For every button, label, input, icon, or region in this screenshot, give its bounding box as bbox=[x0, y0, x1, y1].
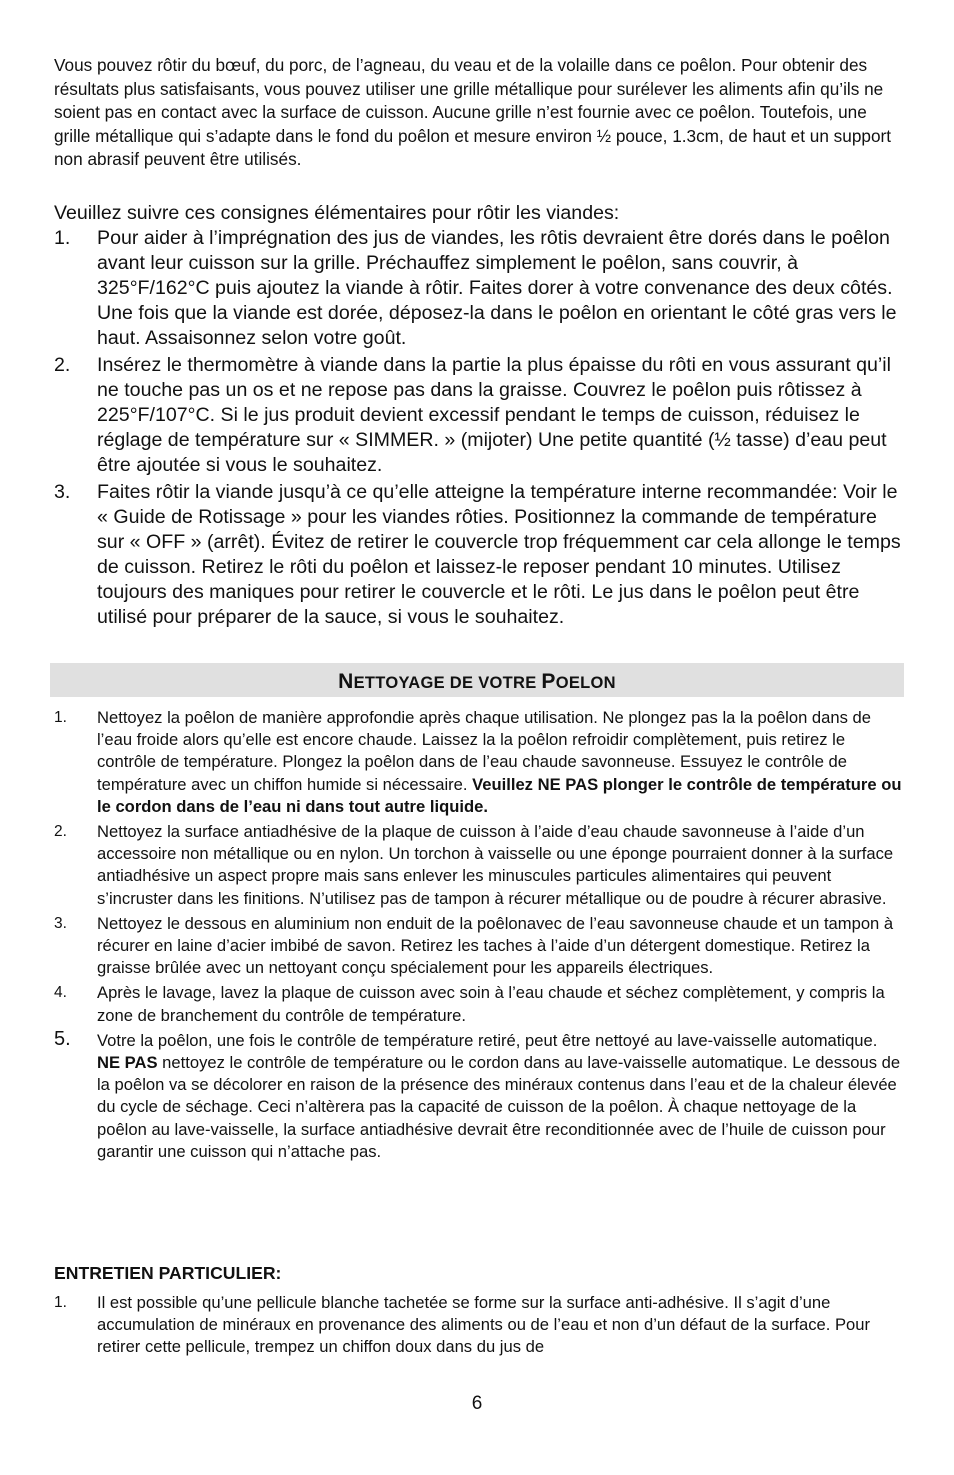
section-heading-banner bbox=[50, 663, 904, 697]
special-care-heading: ENTRETIEN PARTICULIER: bbox=[54, 1263, 282, 1283]
list-number: 4. bbox=[54, 984, 67, 1002]
list-number: 3. bbox=[54, 914, 67, 932]
list-text: Après le lavage, lavez la plaque de cuisson avec soin à l’eau chaude et séchez complètement, y compris la zone de branchement du contrôle de température. bbox=[97, 983, 885, 1025]
list-item bbox=[54, 1292, 904, 1359]
warning-text: Veuillez NE PAS plonger le contrôle de température ou le cordon dans de l’eau ni dans tout autre liquide. bbox=[97, 774, 902, 816]
list-number: 1. bbox=[54, 709, 67, 726]
list-item bbox=[54, 913, 904, 980]
special-care-list bbox=[54, 1292, 904, 1359]
list-number: 3. bbox=[54, 481, 71, 503]
list-text: Nettoyez la surface antiadhésive de la plaque de cuisson à l’aide d’eau chaude savonneuse à l’aide d’un accessoire non métallique ou en nylon. Un torchon à vaisselle ou une éponge pourraient donner à la surface antiadhésive un aspect propre mais sans enlever les minuscules particules alimentaires qui peuvent s’incruster dans les finitions. N’utilisez pas de tampon à récurer métallique ou de poudre à récurer abrasive. bbox=[97, 822, 894, 908]
warning-text: NE PAS bbox=[97, 1053, 158, 1073]
list-item bbox=[54, 480, 904, 630]
list-text: Il est possible qu’une pellicule blanche tachetée se forme sur la surface anti-adhésive. Il s’agit d’une accumulation de minéraux en provenance des aliments ou de l’eau et non d’un défaut de la surface. Pour retirer cette pellicule, trempez un chiffon doux dans du jus de bbox=[97, 1293, 871, 1357]
list-text: Votre la poêlon, une fois le contrôle de température retiré, peut être nettoyé au lave-vaisselle automatique. bbox=[97, 1030, 878, 1050]
list-text: Nettoyez la poêlon de manière approfondie après chaque utilisation. Ne plongez pas la la poêlon dans de l’eau froide alors qu’elle est encore chaude. Laissez la la poêlon refroidir complètement, puis retirez le contrôle de température. Plongez la poêlon dans de l’eau chaude savonneuse. Essuyez le contrôle de température avec un chiffon humide si nécessaire. bbox=[97, 708, 871, 794]
roast-lead: Veuillez suivre ces consignes élémentaires pour rôtir les viandes: bbox=[54, 202, 620, 224]
list-text: Pour aider à l’imprégnation des jus de viandes, les rôtis devraient être dorés dans le poêlon avant leur cuisson sur la grille. Préchauffez simplement le poêlon, sans couvrir, à 325°F/162°C puis ajoutez la viande à rôtir. Faites dorer à votre convenance des deux côtés. Une fois que la viande est dorée, déposez-la dans le poêlon en orientant le côté gras vers le haut. Assaisonnez selon votre goût. bbox=[97, 227, 897, 349]
list-text: Insérez le thermomètre à viande dans la partie la plus épaisse du rôti en vous assurant qu’il ne touche pas un os et ne repose pas dans la graisse. Couvrez le poêlon puis rôtissez à 225°F/107°C. Si le jus produit devient excessif pendant le temps de cuisson, réduisez le réglage de température sur « SIMMER. » (mijoter) Une petite quantité (½ tasse) d’eau peut être ajoutée si vous le souhaitez. bbox=[97, 354, 891, 476]
list-item bbox=[54, 226, 904, 351]
list-number: 2. bbox=[54, 354, 71, 376]
intro-paragraph: Vous pouvez rôtir du bœuf, du porc, de l’agneau, du veau et de la volaille dans ce poêlon. Pour obtenir des résultats plus satisfaisants, vous pouvez utiliser une grille métallique pour surélever les aliments afin qu’ils ne soient pas en contact avec la surface de cuisson. Aucune grille n’est fournie avec ce poêlon. Toutefois, une grille métallique qui s’adapte dans le fond du poêlon et mesure environ ½ pouce, 1.3cm, de haut et un support non abrasif peuvent être utilisés. bbox=[54, 55, 892, 170]
cleaning-steps-list bbox=[54, 707, 904, 1163]
list-item bbox=[54, 982, 904, 1026]
heading-initial: N bbox=[338, 670, 354, 693]
roast-steps-list bbox=[54, 226, 904, 630]
page-number: 6 bbox=[471, 1393, 483, 1414]
list-item bbox=[54, 1027, 904, 1163]
list-item bbox=[54, 821, 904, 910]
heading-smallcaps: OELON bbox=[555, 674, 616, 692]
list-text: Faites rôtir la viande jusqu’à ce qu’elle atteigne la température interne recommandée: Voir le « Guide de Rotissage » pour les viandes rôties. Positionnez la commande de température sur « OFF » (arrêt). Évitez de retirer le couvercle trop fréquemment car cela allonge le temps de cuisson. Retirez le rôti du poêlon et laissez-le reposer pendant 10 minutes. Utilisez toujours des maniques pour retirer le couvercle et le rôti. Le jus dans le poêlon peut être utilisé pour préparer de la sauce, si vous le souhaitez. bbox=[97, 481, 901, 628]
list-number: 1. bbox=[54, 227, 71, 249]
section-heading bbox=[50, 663, 904, 701]
list-item bbox=[54, 707, 904, 818]
list-number: 2. bbox=[54, 823, 67, 841]
list-number: 5. bbox=[54, 1027, 71, 1050]
list-item bbox=[54, 353, 904, 478]
heading-initial: P bbox=[541, 670, 556, 693]
list-text: Nettoyez le dessous en aluminium non enduit de la poêlonavec de l’eau savonneuse chaude et un tampon à récurer en laine d’acier imbibé de savon. Retirez les taches à l’aide d’un détergent domestique. Retirez la graisse brûlée avec un nettoyant conçu spécialement pour les appareils électriques. bbox=[97, 913, 894, 978]
heading-smallcaps: ETTOYAGE DE VOTRE bbox=[353, 674, 542, 692]
list-number: 1. bbox=[54, 1294, 67, 1311]
list-text: nettoyez le contrôle de température ou le cordon dans au lave-vaisselle automatique. Le dessous de la poêlon va se décolorer en raison de la présence des minéraux contenus dans l’eau et de la chaleur élevée du cycle de séchage. Ceci n’altèrera pas la capacité de cuisson de la poêlon. À chaque nettoyage de la poêlon au lave-vaisselle, la surface antiadhésive devrait être reconditionnée avec de l’huile de cuisson pour garantir une cuisson qui n’attache pas. bbox=[97, 1053, 901, 1161]
